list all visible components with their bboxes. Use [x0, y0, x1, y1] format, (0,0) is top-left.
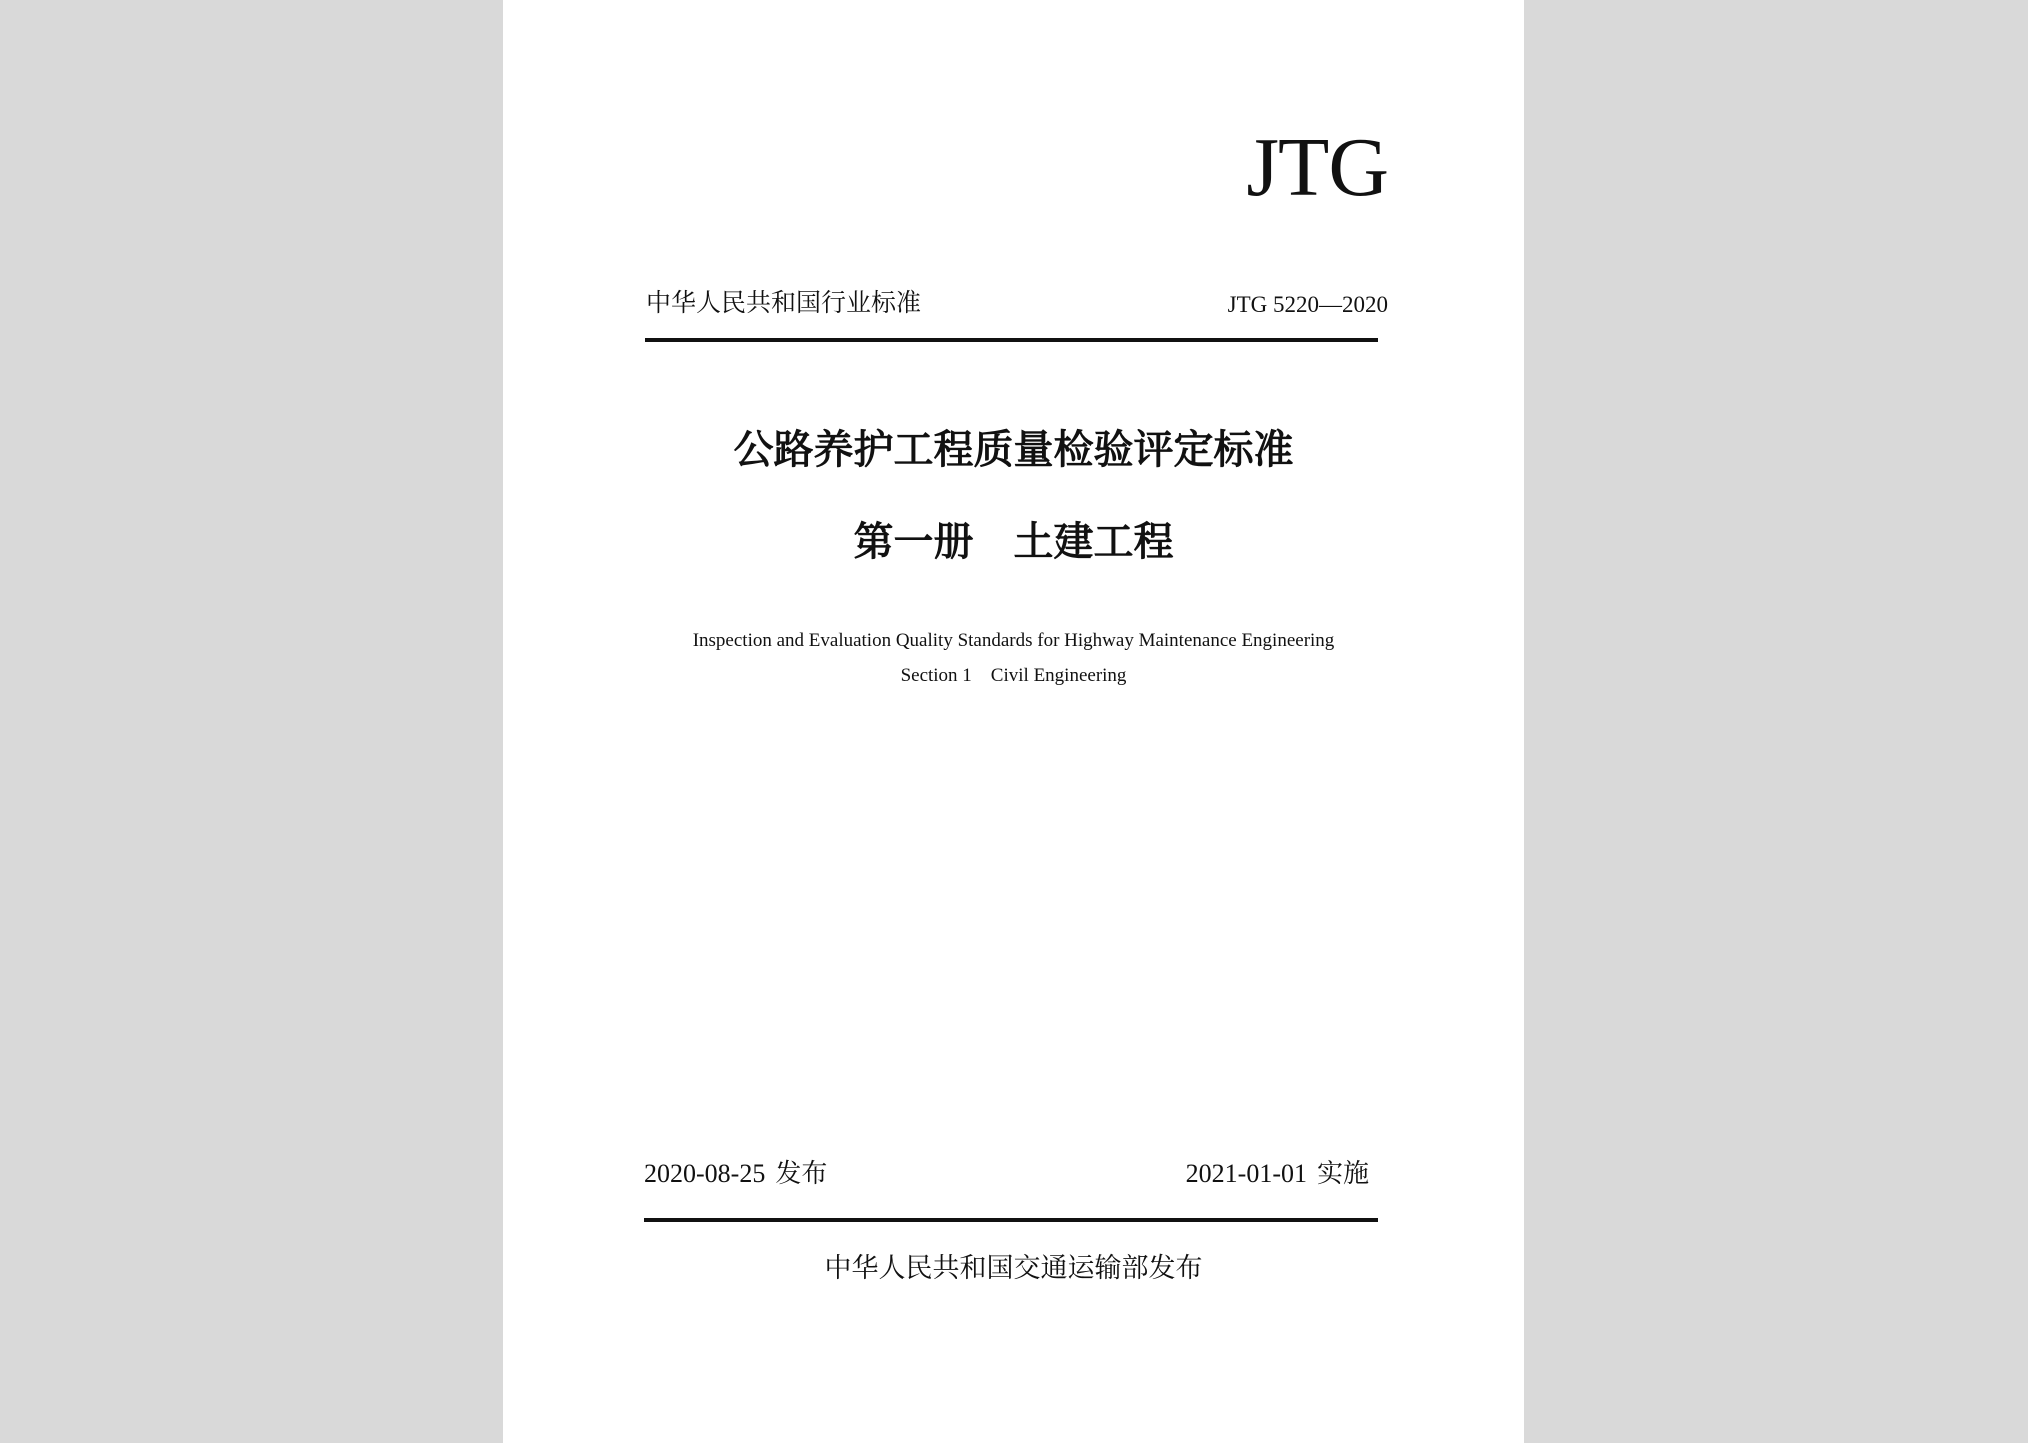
effective-label: 实施 [1316, 1159, 1369, 1189]
publisher: 中华人民共和国交通运输部发布 [824, 1253, 1203, 1284]
header-divider [645, 338, 1378, 342]
issue-date-block [644, 1158, 827, 1190]
standard-code: JTG 5220—2020 [1227, 292, 1388, 317]
issue-label: 发布 [775, 1159, 828, 1189]
issue-date: 2020-08-25 [644, 1159, 766, 1188]
standard-category: 中华人民共和国行业标准 [646, 288, 922, 317]
effective-date: 2021-01-01 [1185, 1159, 1307, 1188]
document-subtitle-en: Section 1 Civil Engineering [900, 665, 1127, 686]
footer-divider [644, 1218, 1378, 1222]
jtg-logo: JTG [1246, 121, 1388, 214]
document-title-en: Inspection and Evaluation Quality Standards for Highway Maintenance Engineering [692, 630, 1335, 651]
effective-date-block [1186, 1158, 1369, 1190]
document-title-cn: 公路养护工程质量检验评定标准 [733, 427, 1294, 473]
document-subtitle-cn: 第一册 土建工程 [853, 519, 1174, 565]
document-page [503, 0, 1524, 1443]
